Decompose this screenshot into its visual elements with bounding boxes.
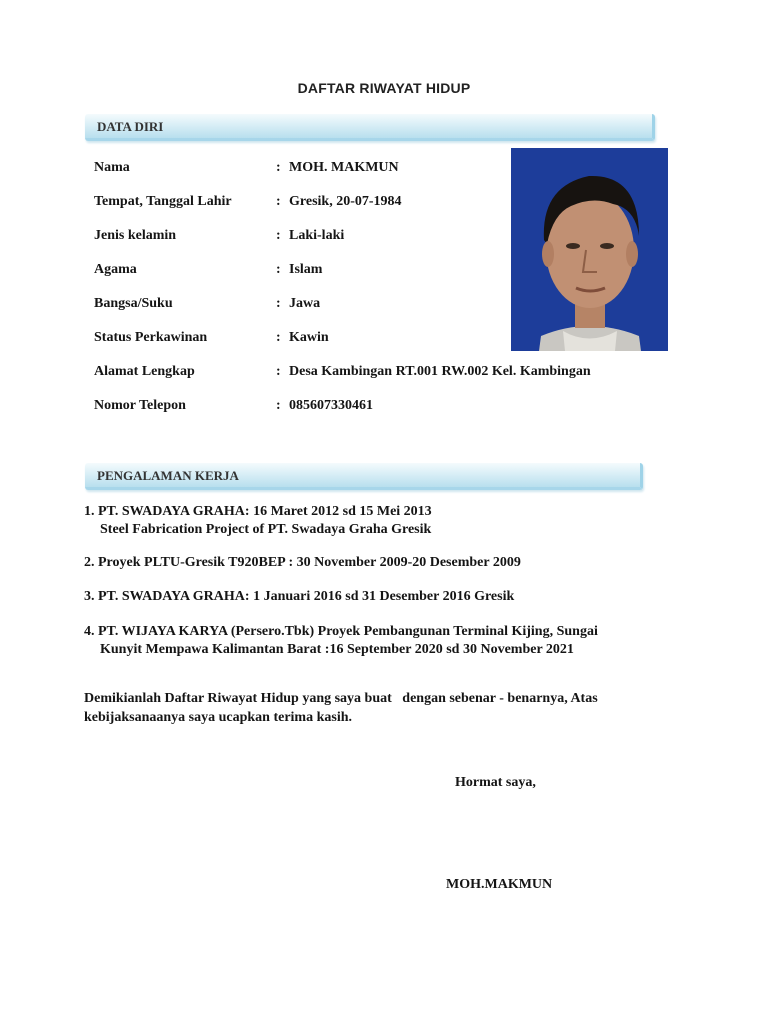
info-value: Islam (289, 262, 323, 277)
document-title: DAFTAR RIWAYAT HIDUP (297, 80, 471, 96)
closing-paragraph (84, 689, 684, 727)
job-line-detail: Steel Fabrication Project of PT. Swadaya Graha Gresik (100, 522, 432, 537)
info-label: Jenis kelamin (94, 228, 177, 243)
info-value: Gresik, 20-07-1984 (289, 194, 402, 209)
job-line: 1. PT. SWADAYA GRAHA: 16 Maret 2012 sd 15 Mei 2013 (84, 504, 432, 519)
info-label: Nama (94, 160, 130, 175)
info-colon: : (276, 364, 281, 379)
info-label: Alamat Lengkap (94, 364, 195, 379)
info-colon: : (276, 398, 281, 413)
info-label: Tempat, Tanggal Lahir (94, 194, 232, 209)
regards-text: Hormat saya, (455, 775, 536, 790)
list-item (84, 554, 521, 572)
section-header-label: PENGALAMAN KERJA (97, 468, 239, 483)
info-label: Status Perkawinan (94, 330, 208, 345)
job-line: 2. Proyek PLTU-Gresik T920BEP : 30 November 2009-20 Desember 2009 (84, 555, 521, 570)
job-line: 3. PT. SWADAYA GRAHA: 1 Januari 2016 sd 31 Desember 2016 Gresik (84, 589, 515, 604)
info-value: Desa Kambingan RT.001 RW.002 Kel. Kambingan (289, 364, 591, 379)
closing-line: Demikianlah Daftar Riwayat Hidup yang saya buat dengan sebenar - benarnya, Atas (84, 691, 598, 706)
job-line: 4. PT. WIJAYA KARYA (Persero.Tbk) Proyek Pembangunan Terminal Kijing, Sungai (84, 624, 598, 639)
info-value: Kawin (289, 330, 329, 345)
closing-line: kebijaksanaanya saya ucapkan terima kasih. (84, 710, 353, 725)
info-value: Jawa (289, 296, 321, 311)
list-item (84, 588, 514, 606)
info-colon: : (276, 330, 281, 345)
section-header-label: DATA DIRI (97, 119, 164, 134)
section-header-pengalaman-kerja (85, 463, 643, 490)
info-label: Nomor Telepon (94, 398, 186, 413)
portrait-illustration (511, 148, 668, 351)
info-value: 085607330461 (289, 398, 373, 413)
list-item (84, 623, 598, 659)
info-value: Laki-laki (289, 228, 345, 243)
info-value: MOH. MAKMUN (289, 160, 399, 175)
info-colon: : (276, 160, 281, 175)
info-colon: : (276, 194, 281, 209)
job-line-detail: Kunyit Mempawa Kalimantan Barat :16 September 2020 sd 30 November 2021 (100, 642, 574, 657)
signature-name: MOH.MAKMUN (446, 877, 553, 892)
section-header-data-diri (85, 114, 655, 141)
list-item (84, 503, 432, 539)
info-colon: : (276, 228, 281, 243)
info-colon: : (276, 262, 281, 277)
profile-photo (511, 148, 668, 351)
info-label: Agama (94, 262, 137, 277)
info-colon: : (276, 296, 281, 311)
info-label: Bangsa/Suku (94, 296, 173, 311)
